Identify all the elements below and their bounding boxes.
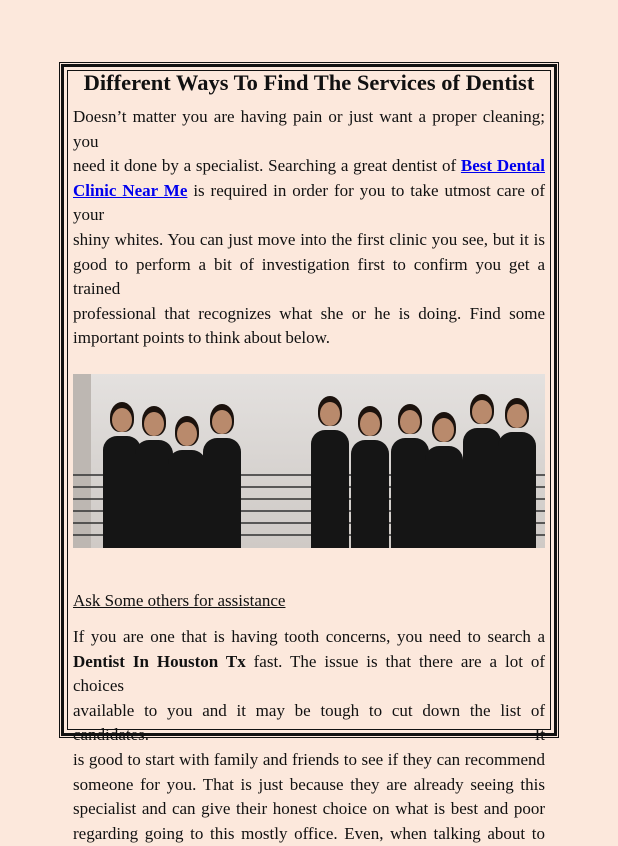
person-body [351, 440, 389, 548]
person-body [463, 428, 501, 548]
text-line: Doesn’t matter you are having pain or just want a proper cleaning; you [73, 107, 545, 151]
text-line: regarding going to this mostly office. Even, when talking about to [73, 823, 545, 843]
text-line: professional that recognizes what she or he is doing. Find some [73, 303, 545, 323]
person-body [203, 438, 241, 548]
person-body [168, 450, 206, 548]
text-line: important points to think about below. [73, 328, 331, 348]
dentist-houston-bold: Dentist In Houston Tx [73, 651, 246, 671]
assistance-paragraph [73, 625, 545, 846]
best-dental-clinic-link-cont[interactable]: Clinic Near Me [73, 180, 188, 200]
text-line: shiny whites. You can just move into the first clinic you see, but it is [73, 229, 545, 249]
page-title: Different Ways To Find The Services of Dentist [83, 70, 535, 95]
person-head [507, 404, 527, 428]
person-head [177, 422, 197, 446]
section-heading: Ask Some others for assistance [73, 590, 286, 610]
person-head [434, 418, 454, 442]
text-line: is good to start with family and friends to see if they can recommend [73, 749, 545, 769]
person-head [112, 408, 132, 432]
text-line: good to perform a bit of investigation first to confirm you get a trained [73, 254, 545, 299]
person-head [472, 400, 492, 424]
person-head [144, 412, 164, 436]
person-body [425, 446, 463, 548]
text-line: fast. The issue is that there are a lot of choices [73, 651, 545, 696]
intro-paragraph [73, 105, 545, 351]
person-body [498, 432, 536, 548]
page-content [73, 68, 545, 846]
dental-team-photo [73, 374, 545, 548]
person-body [391, 438, 429, 548]
text-line: specialist and can give their honest choice on what is best and poor [73, 799, 545, 819]
person-head [212, 410, 232, 434]
person-head [360, 412, 380, 436]
text-line: need it done by a specialist. Searching a great dentist of [73, 156, 457, 176]
text-line: If you are one that is having tooth concerns, you need to search a [73, 626, 545, 646]
text-line: available to you and it may be tough to cut down the list of candidates. It [73, 700, 545, 745]
person-head [400, 410, 420, 434]
best-dental-clinic-link[interactable]: Best Dental [460, 156, 545, 176]
person-head [320, 402, 340, 426]
text-line: is required in order for you to take utmost care of your [73, 180, 545, 225]
person-body [311, 430, 349, 548]
text-line: someone for you. That is just because they are already seeing this [73, 774, 545, 794]
